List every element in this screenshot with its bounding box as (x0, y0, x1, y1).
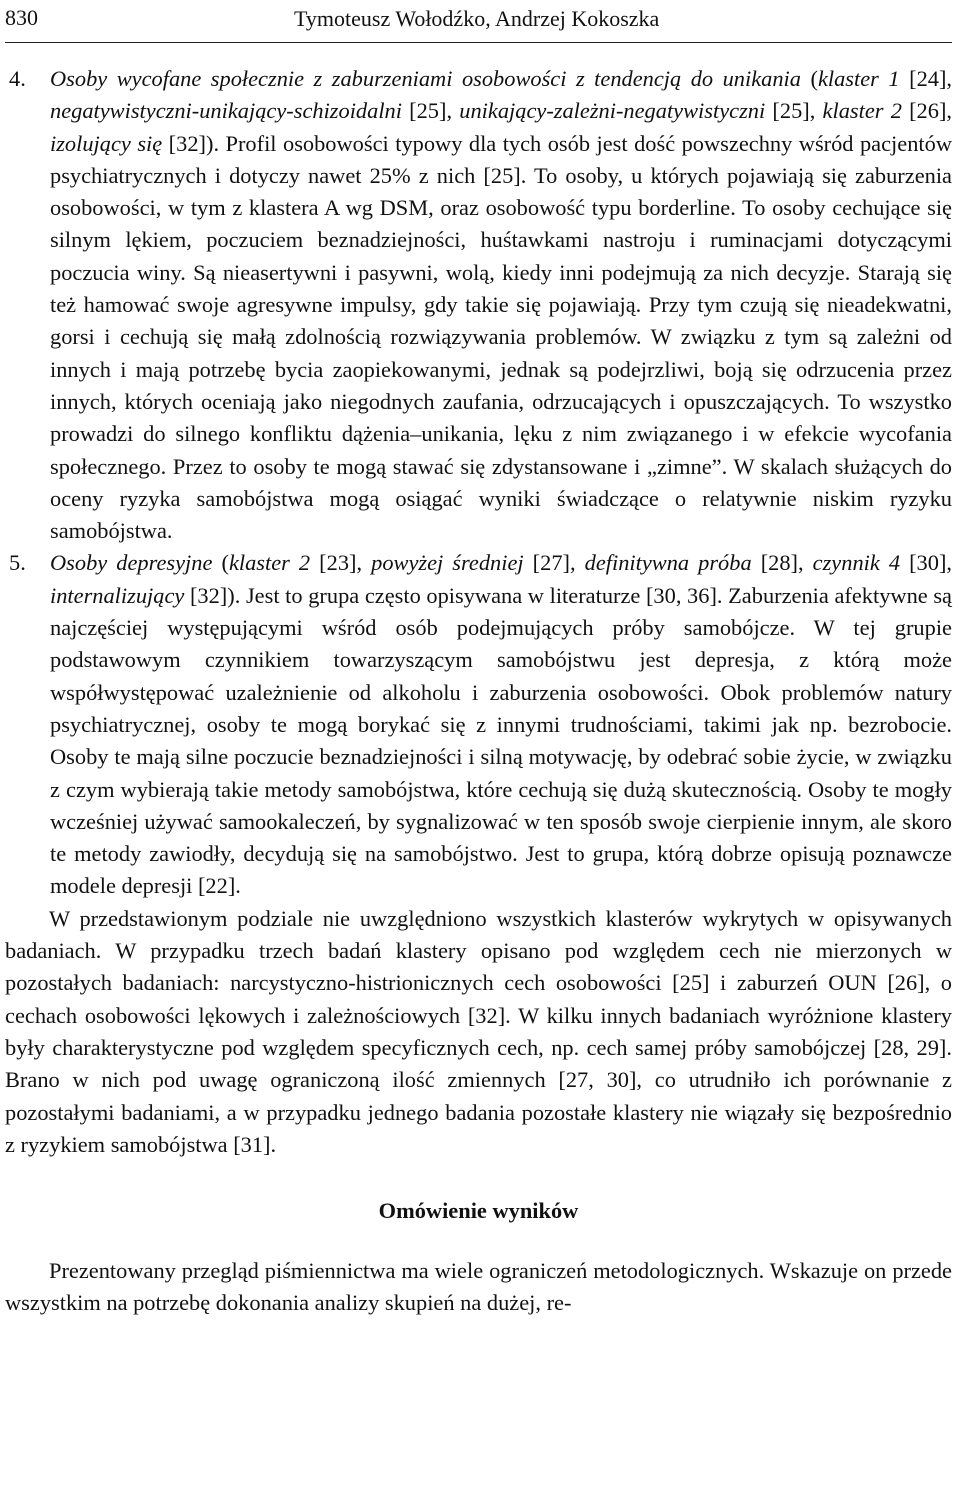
italic-term: internalizujący (50, 582, 185, 608)
italic-term: Osoby depresyjne (50, 550, 213, 576)
list-marker-4: 4. (9, 66, 26, 91)
italic-term: klaster 2 (228, 550, 311, 576)
list-item-4-text: Osoby wycofane społecznie z zaburzeniami osobowości z tendencją do unikania (klaster 1 [24], negatywistyczni-unikający-schizoidalni [25], unikający-zależni-negatywistyczni [25], klaster 2 [26], izolujący się [32]). Profil osobowości typowy dla tych osób jest dość powszechny wśród pacjentów psychiatrycznych i dotyczy nawet 25% z nich [25]. To osoby, u których pojawiają się zaburzenia osobowości, w tym z klastera A wg DSM, oraz osobowość typu borderline. To osoby cechujące się silnym lękiem, poczuciem beznadziejności, huśtawkami nastroju i ruminacjami dotyczącymi poczucia winy. Są nieasertywni i pasywni, wolą, kiedy inni podejmują za nich decyzje. Starają się też hamować swoje agresywne impulsy, gdy takie się pojawiają. Przy tym czują się nieadekwatni, gorsi i cechują się małą zdolnością rozwiązywania problemów. W związku z tym są zależni od innych i mają potrzebę bycia zaopiekowanymi, jednak są podejrzliwi, boją się odrzucenia przez innych, których oceniają jako niegodnych zaufania, odrzucających i opuszczających. To wszystko prowadzi do silnego konfliktu dążenia–unikania, lęku z nim związanego i w efekcie wycofania społecznego. Przez to osoby te mogą stawać się zdystansowane i „zimne”. W skalach służących do oceny ryzyka samobójstwa mogą osiągać wyniki świadczące o relatywnie niskim ryzyku samobójstwa. (50, 66, 953, 544)
italic-term: negatywistyczni-unikający-schizoidalni (50, 98, 402, 124)
section-heading: Omówienie wyników (378, 1198, 579, 1224)
italic-term: unikający-zależni-negatywistyczni (459, 98, 766, 124)
body-paragraph-final: Prezentowany przegląd piśmiennictwa ma wiele ograniczeń metodologicznych. Wskazuje on przede wszystkim na potrzebę dokonania analizy skupień na dużej, re- (5, 1258, 952, 1316)
italic-term: czynnik 4 (812, 550, 901, 576)
list-item-4 (5, 63, 952, 547)
italic-term: izolujący się (50, 130, 163, 156)
running-header-authors: Tymoteusz Wołodźko, Andrzej Kokoszka (294, 6, 660, 31)
list-marker-5: 5. (9, 550, 26, 576)
list-item-5-text: Osoby depresyjne (klaster 2 [23], powyżej średniej [27], definitywna próba [28], czynnik 4 [30], internalizujący [32]). Jest to grupa często opisywana w literaturze [30, 36]. Zaburzenia afektywne są najczęściej występującymi wśród osób podejmujących próby samobójcze. W tej grupie podstawowym czynnikiem towarzyszącym samobójstwu jest depresja, z którą może współwystępować uzależnienie od alkoholu i zaburzenia osobowości. Obok problemów natury psychiatrycznej, osoby te mogą borykać się z innymi trudnościami, takimi jak np. bezrobocie. Osoby te mają silne poczucie beznadziejności i silną motywację, by odebrać sobie życie, w związku z czym wybierają takie metody samobójstwa, które cechują się dużą skutecznością. Osoby te mogły wcześniej używać samookaleczeń, by sygnalizować w ten sposób swoje cierpienie innym, ale skoro te metody zawiodły, decydują się na samobójstwo. Jest to grupa, którą dobrze opisują poznawcze modele depresji [22]. (50, 550, 952, 899)
italic-term: definitywna próba (584, 550, 752, 576)
italic-term: klaster 1 (817, 66, 900, 91)
italic-term: Osoby wycofane społecznie z zaburzeniami osobowości z tendencją do unikania (50, 66, 801, 91)
italic-term: powyżej średniej (371, 550, 524, 576)
list-item-5 (5, 547, 952, 902)
page-number: 830 (5, 5, 38, 30)
body-text (5, 63, 952, 1320)
running-header (5, 4, 952, 42)
header-rule (5, 42, 952, 43)
body-paragraph: W przedstawionym podziale nie uwzględniono wszystkich klasterów wykrytych w opisywanych badaniach. W przypadku trzech badań klastery opisano pod względem cech nie mierzonych w pozostałych badaniach: narcystyczno-histrionicznych cech osobowości [25] i zaburzeń OUN [26], o cechach osobowości lękowych i zależnościowych [32]. W kilku innych badaniach wyróżnione klastery były charakterystyczne pod względem specyficznych cech, np. cech samej próby samobójczej [28, 29]. Brano w nich pod uwagę ograniczoną ilość zmiennych [27, 30], co utrudniło ich porównanie z pozostałymi badaniami, a w przypadku jednego badania pozostałe klastery nie wiązały się bezpośrednio z ryzykiem samobójstwa [31]. (5, 905, 952, 1157)
italic-term: klaster 2 (822, 98, 902, 124)
